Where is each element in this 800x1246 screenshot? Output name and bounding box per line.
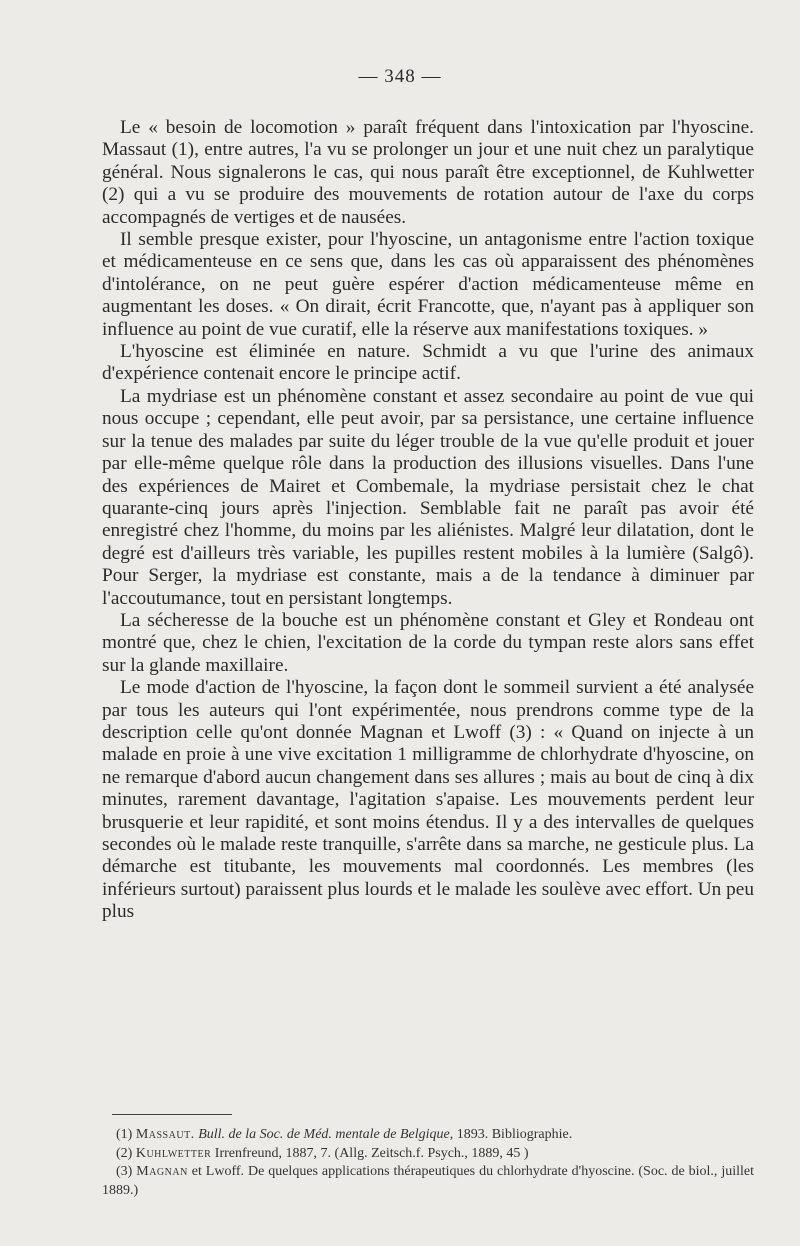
- footnote-details: 1893. Bibliographie.: [456, 1127, 573, 1142]
- footnote-title: Bull. de la Soc. de Méd. mentale de Belgique,: [198, 1127, 454, 1142]
- paragraph-dry-mouth: La sécheresse de la bouche est un phénomène constant et Gley et Rondeau ont montré que, chez le chien, l'excitation de la corde du tympan reste alors sans effet sur la glande maxillaire.: [102, 609, 754, 676]
- paragraph-mode-of-action: Le mode d'action de l'hyoscine, la façon dont le sommeil survient a été analysée par tous les auteurs qui l'ont expérimentée, nous prendrons comme type de la description celle qu'ont donnée Magnan et Lwoff (3) : « Quand on injecte à un malade en proie à une vive excitation 1 milligramme de chlorhydrate d'hyoscine, on ne remarque d'abord aucun changement dans ses allures ; mais au bout de cinq à dix minutes, rarement davantage, l'agitation s'apaise. Les mouvements perdent leur brusquerie et leur rapidité, et sont moins étendus. Il y a des intervalles de quelques secondes où le malade reste tranquille, s'arrête dans sa marche, ne gesticule plus. La démarche est titubante, les mouvements mal coordonnés. Les membres (les inférieurs surtout) paraissent plus lourds et le malade les soulève avec effort. Un peu plus: [102, 677, 754, 923]
- footnote-author: Kuhlwetter: [135, 1145, 212, 1161]
- footnote-3: [102, 1163, 754, 1200]
- footnote-divider: [112, 1114, 232, 1115]
- footnote-2: [102, 1145, 754, 1164]
- paragraph-antagonism: Il semble presque exister, pour l'hyoscine, un antagonisme entre l'action toxique et médicamenteuse en ce sens que, dans les cas où apparaissent des phénomènes d'intolérance, on ne peut guère espérer d'action médicamenteuse même en augmentant les doses. « On dirait, écrit Francotte, que, n'ayant pas à appliquer son influence au point de vue curatif, elle la réserve aux manifestations toxiques. »: [102, 229, 754, 340]
- main-text: [102, 117, 754, 924]
- paragraph-mydriasis: La mydriase est un phénomène constant et assez secondaire au point de vue qui nous occupe ; cependant, elle peut avoir, par sa persistance, une certaine influence sur la tenue des malades par suite du léger trouble de la vue qu'elle produit et jouer par elle-même quelque rôle dans la production des illusions visuelles. Dans l'une des expériences de Mairet et Combemale, la mydriase persistait chez le chat quarante-cinq jours après l'injection. Semblable fait ne paraît pas avoir été enregistré chez l'homme, du moins par les aliénistes. Malgré leur dilatation, dont le degré est d'ailleurs très variable, les pupilles restent mobiles à la lumière (Salgô). Pour Serger, la mydriase est constante, mais a de la tendance à diminuer par l'accoutumance, tout en persistant longtemps.: [102, 385, 754, 609]
- paragraph-locomotion: Le « besoin de locomotion » paraît fréquent dans l'intoxication par l'hyoscine. Massaut (1), entre autres, l'a vu se prolonger un jour et une nuit chez un paralytique général. Nous signalerons le cas, qui nous paraît être exceptionnel, de Kuhlwetter (2) qui a vu se produire des mouvements de rotation autour de l'axe du corps accompagnés de vertiges et de nausées.: [102, 117, 754, 228]
- footnote-number: (3): [116, 1164, 133, 1179]
- footnote-author: Massaut.: [135, 1127, 195, 1142]
- footnote-1: [102, 1126, 754, 1145]
- footnote-number: (2): [116, 1145, 133, 1161]
- footnote-details: et Lwoff. De quelques applications thérapeutiques du chlorhydrate d'hyoscine. (Soc. de biol., juillet 1889.): [102, 1164, 755, 1198]
- footnote-author: Magnan: [136, 1164, 188, 1179]
- paragraph-elimination: L'hyoscine est éliminée en nature. Schmidt a vu que l'urine des animaux d'expérience contenait encore le principe actif.: [102, 341, 754, 385]
- footnotes: [102, 1126, 754, 1200]
- footnote-details: Irrenfreund, 1887, 7. (Allg. Zeitsch.f. Psych., 1889, 45 ): [214, 1145, 529, 1161]
- page-number: — 348 —: [358, 66, 442, 87]
- footnote-number: (1): [116, 1127, 133, 1142]
